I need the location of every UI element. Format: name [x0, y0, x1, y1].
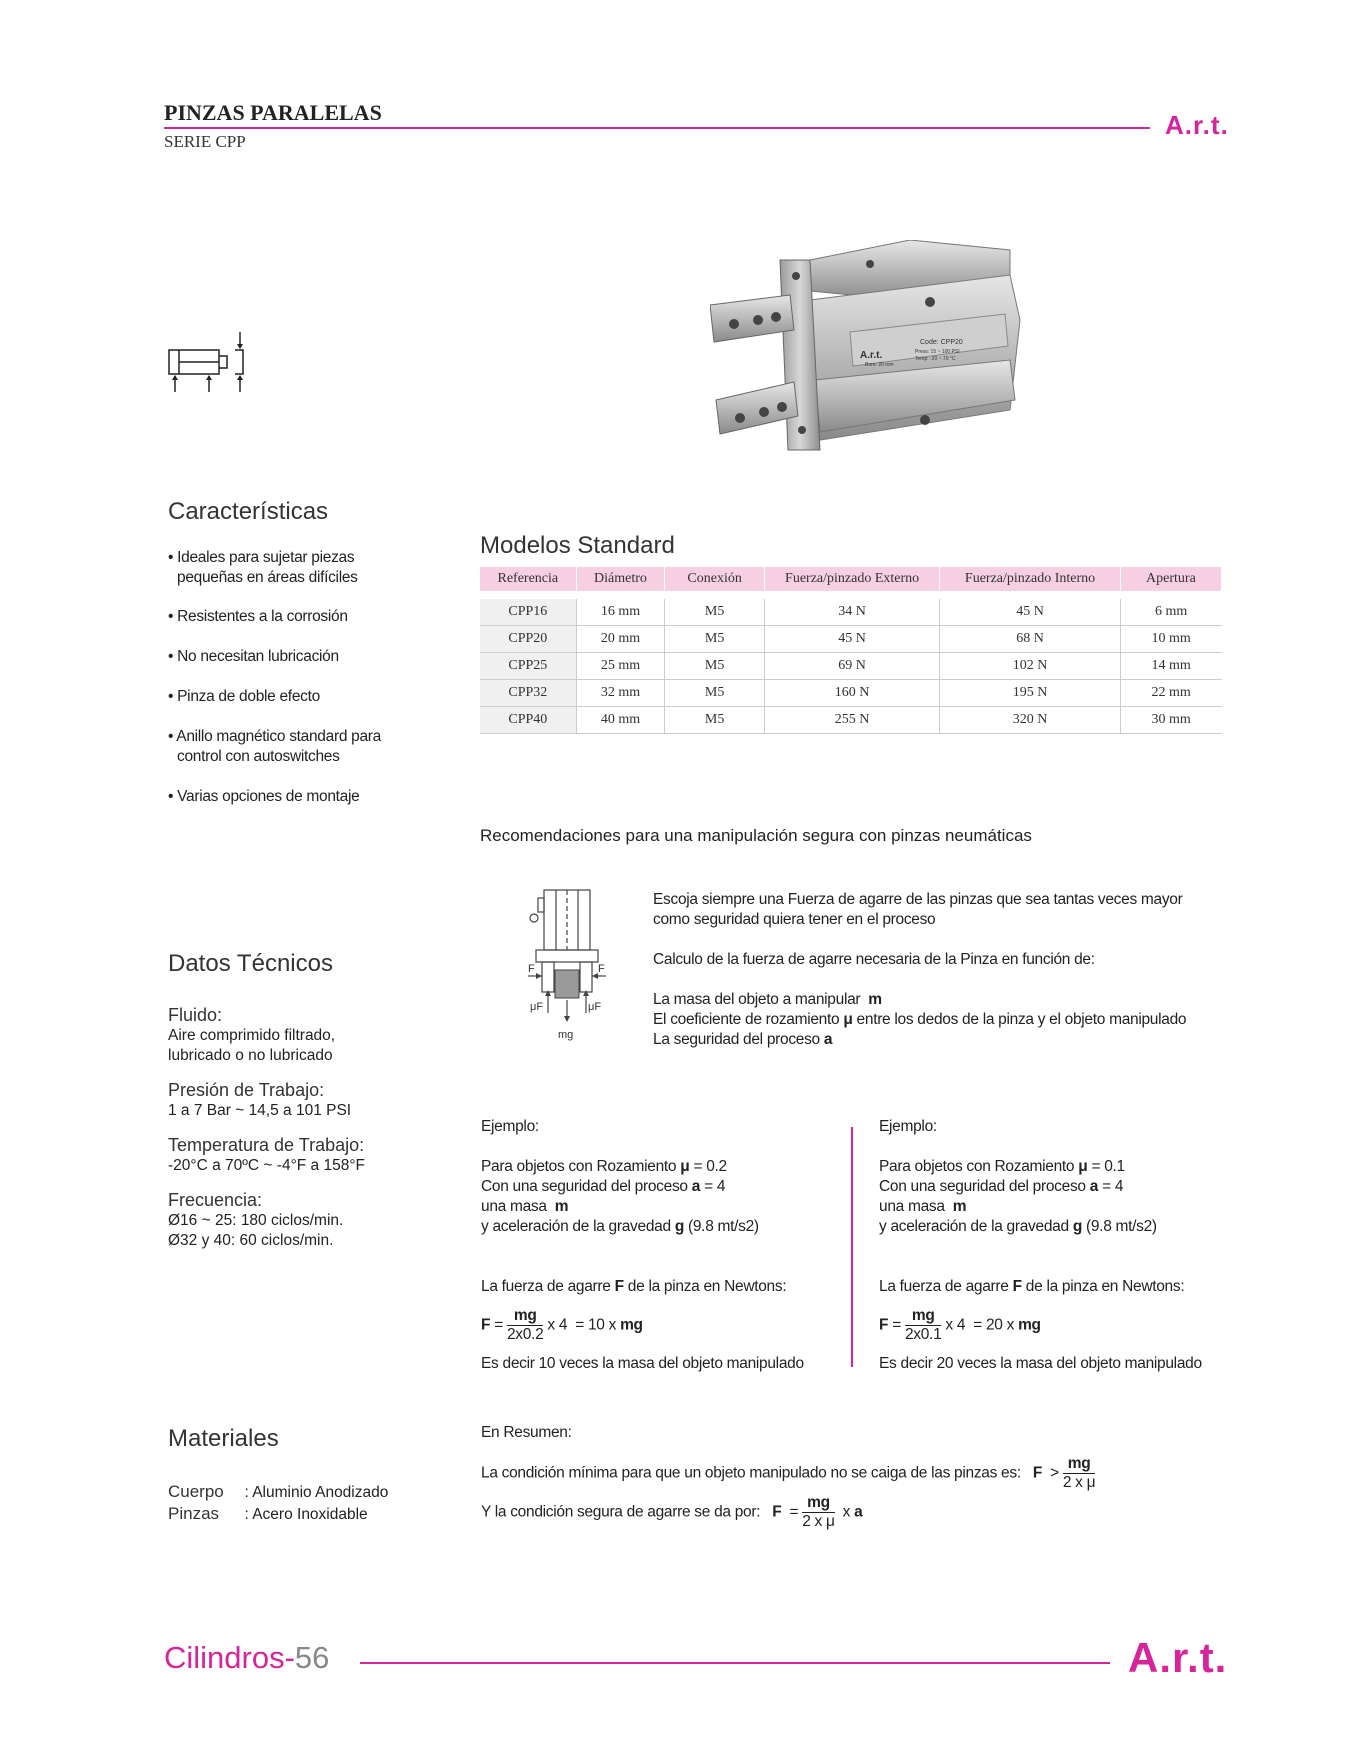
freq-label: Frecuencia: — [168, 1190, 263, 1210]
rec-var: a — [823, 1031, 833, 1048]
ejemplo-var: μ — [1078, 1158, 1088, 1175]
formula-fraction — [507, 1307, 543, 1344]
ejemplo-line — [879, 1157, 1239, 1177]
ejemplo-text: Con una seguridad del proceso — [879, 1178, 1086, 1195]
ejemplo-text: La fuerza de agarre — [879, 1278, 1009, 1295]
resumen — [481, 1423, 1241, 1531]
ejemplo-text: y aceleración de la gravedad — [481, 1218, 671, 1235]
fraction-den: 2x0.1 — [904, 1326, 942, 1343]
cell: M5 — [665, 707, 765, 734]
cell: 25 mm — [576, 653, 665, 680]
resumen-a: a — [854, 1503, 863, 1521]
cell: CPP40 — [480, 707, 576, 734]
materiales-value: : Aluminio Anodizado — [244, 1484, 389, 1501]
table-row — [480, 707, 1222, 734]
ejemplo-line — [879, 1197, 1239, 1217]
ejemplo-var: a — [691, 1178, 701, 1195]
ejemplo-text: (9.8 mt/s2) — [1086, 1218, 1157, 1235]
list-item-line: • Resistentes a la corrosión — [168, 608, 348, 625]
product-label-pressure: Press: 15 ~ 100 PSI — [915, 349, 960, 355]
ejemplo-text: = 4 — [1102, 1178, 1124, 1195]
cell: 160 N — [764, 680, 939, 707]
caracteristicas-list — [168, 548, 438, 807]
freq-value: Ø32 y 40: 60 ciclos/min. — [168, 1232, 334, 1249]
cell: 14 mm — [1120, 653, 1221, 680]
fraction-den: 2x0.2 — [506, 1326, 544, 1343]
materiales-label: Pinzas — [168, 1504, 220, 1523]
ejemplo-1 — [481, 1117, 841, 1374]
ejemplo-title: Ejemplo: — [879, 1118, 937, 1135]
cell: M5 — [665, 653, 765, 680]
ejemplo-divider — [851, 1127, 853, 1367]
ejemplo-text: Para objetos con Rozamiento — [481, 1158, 677, 1175]
list-item-line: • Pinza de doble efecto — [168, 688, 320, 705]
rec-var: μ — [843, 1011, 853, 1028]
fraction-num: mg — [802, 1494, 834, 1513]
rec-line — [653, 1010, 1233, 1030]
formula-eq: = — [892, 1316, 901, 1334]
caracteristicas-heading: Características — [168, 498, 329, 525]
ejemplo-text: de la pinza en Newtons: — [1025, 1278, 1185, 1295]
formula-f: F — [879, 1316, 889, 1334]
list-item — [168, 687, 438, 707]
list-item — [168, 727, 438, 767]
fraction-den: 2 x μ — [1062, 1474, 1096, 1491]
fluido-value: lubricado o no lubricado — [168, 1047, 333, 1064]
presion-label: Presión de Trabajo: — [168, 1080, 325, 1100]
formula-eq: = — [494, 1316, 503, 1334]
ejemplo-line — [481, 1157, 841, 1177]
resumen-mult: x — [842, 1503, 851, 1521]
resumen-title: En Resumen: — [481, 1424, 572, 1441]
resumen-op: = — [789, 1503, 799, 1521]
materiales-row — [168, 1504, 468, 1526]
cell: 69 N — [764, 653, 939, 680]
diagram-label-uf-right: μF — [588, 1001, 602, 1013]
presion-value: 1 a 7 Bar ~ 14,5 a 101 PSI — [168, 1102, 352, 1119]
ejemplo-text: y aceleración de la gravedad — [879, 1218, 1069, 1235]
rec-line: como seguridad quiera tener en el proceso — [653, 911, 936, 928]
formula-mult: x 4 — [945, 1316, 966, 1334]
rec-line — [653, 990, 1233, 1010]
rec-var: m — [868, 991, 882, 1008]
ejemplo-line — [481, 1217, 841, 1237]
cell: 102 N — [940, 653, 1121, 680]
ejemplo-title: Ejemplo: — [481, 1118, 539, 1135]
list-item-line: • Varias opciones de montaje — [168, 788, 360, 805]
resumen-f: F — [1032, 1464, 1043, 1482]
resumen-op: > — [1050, 1464, 1059, 1482]
col-referencia: Referencia — [480, 567, 576, 591]
resumen-fraction — [802, 1494, 834, 1531]
ejemplo-text: Para objetos con Rozamiento — [879, 1158, 1075, 1175]
recomendaciones-heading: Recomendaciones para una manipulación segura con pinzas neumáticas — [480, 826, 1032, 845]
materiales-row — [168, 1482, 468, 1504]
col-diametro: Diámetro — [576, 567, 665, 591]
product-label-brand: A.r.t. — [860, 350, 883, 361]
cell: 16 mm — [576, 599, 665, 626]
ejemplo-conclusion: Es decir 20 veces la masa del objeto manipulado — [879, 1355, 1202, 1372]
recomendaciones-text — [653, 890, 1233, 1050]
materiales-list — [168, 1482, 468, 1526]
gripper-force-diagram — [522, 888, 612, 1043]
product-label-bore: Bore: 20 mm — [865, 362, 894, 368]
cell: 22 mm — [1120, 680, 1221, 707]
col-apertura: Apertura — [1120, 567, 1221, 591]
footer-logo: A.r.t. — [1128, 1634, 1228, 1681]
formula-result: = 20 x — [973, 1316, 1015, 1334]
list-item — [168, 647, 438, 667]
product-label-temp: Temp: -20 ~ 70 °C — [915, 356, 956, 362]
parallel-gripper-photo — [710, 240, 1030, 480]
cell: M5 — [665, 599, 765, 626]
materiales-label: Cuerpo — [168, 1482, 224, 1501]
pneumatic-symbol-icon — [165, 330, 255, 396]
rec-text: La masa del objeto a manipular — [653, 991, 861, 1008]
cell: 195 N — [940, 680, 1121, 707]
modelos-heading: Modelos Standard — [480, 532, 675, 559]
cell: 20 mm — [576, 626, 665, 653]
col-fuerza-externo: Fuerza/pinzado Externo — [764, 567, 939, 591]
ejemplo-text: La fuerza de agarre — [481, 1278, 611, 1295]
ejemplo-var: F — [1012, 1278, 1022, 1295]
list-item-line: • Anillo magnético standard para — [168, 728, 381, 745]
resumen-text: La condición mínima para que un objeto manipulado no se caiga de las pinzas es: — [481, 1464, 1021, 1482]
ejemplo-text: una masa — [481, 1198, 547, 1215]
header-rule — [164, 127, 1150, 129]
fraction-den: 2 x μ — [802, 1513, 835, 1530]
resumen-text: Y la condición segura de agarre se da por: — [481, 1503, 761, 1521]
list-item — [168, 787, 438, 807]
resumen-f: F — [772, 1503, 782, 1521]
freq-value: Ø16 ~ 25: 180 ciclos/min. — [168, 1212, 344, 1229]
table-row — [480, 653, 1222, 680]
ejemplo-formula — [879, 1307, 1239, 1344]
resumen-line — [481, 1455, 1241, 1492]
resumen-line — [481, 1494, 1241, 1531]
cell: 255 N — [764, 707, 939, 734]
resumen-fraction — [1063, 1455, 1095, 1492]
cell: 34 N — [764, 599, 939, 626]
fluido-label: Fluido: — [168, 1005, 223, 1025]
footer-page-number: 56 — [294, 1640, 330, 1675]
ejemplo-formula — [481, 1307, 841, 1344]
page-title: PINZAS PARALELAS — [164, 100, 382, 125]
cell: 32 mm — [576, 680, 665, 707]
formula-result: = 10 x — [575, 1316, 617, 1334]
cell: 40 mm — [576, 707, 665, 734]
ejemplo-var: g — [674, 1218, 684, 1235]
ejemplo-line — [879, 1217, 1239, 1237]
page-subtitle: SERIE CPP — [164, 132, 246, 151]
ejemplo-text: de la pinza en Newtons: — [627, 1278, 787, 1295]
ejemplo-line — [481, 1177, 841, 1197]
cell: 45 N — [940, 599, 1121, 626]
cell: CPP32 — [480, 680, 576, 707]
temp-value: -20°C a 70ºC ~ -4°F a 158°F — [168, 1157, 365, 1174]
materiales-value: : Acero Inoxidable — [244, 1506, 368, 1523]
models-table — [480, 567, 1222, 734]
rec-line — [653, 1030, 1233, 1050]
diagram-label-mg: mg — [558, 1029, 574, 1041]
formula-f: F — [481, 1316, 491, 1334]
formula-result-var: mg — [1018, 1316, 1041, 1334]
materiales-heading: Materiales — [168, 1425, 279, 1452]
formula-mult: x 4 — [547, 1316, 568, 1334]
ejemplo-text: = 4 — [704, 1178, 726, 1195]
cell: 45 N — [764, 626, 939, 653]
table-row — [480, 626, 1222, 653]
header-logo: A.r.t. — [1165, 110, 1229, 140]
list-item — [168, 607, 438, 627]
ejemplo-line — [879, 1277, 1239, 1297]
diagram-label-uf-left: μF — [530, 1001, 544, 1013]
ejemplo-conclusion: Es decir 10 veces la masa del objeto manipulado — [481, 1355, 804, 1372]
ejemplo-var: g — [1072, 1218, 1082, 1235]
ejemplo-var: m — [952, 1198, 967, 1215]
footer-section — [164, 1640, 329, 1676]
list-item-line: • No necesitan lubricación — [168, 648, 339, 665]
cell: CPP25 — [480, 653, 576, 680]
ejemplo-text: una masa — [879, 1198, 945, 1215]
list-item-line: control con autoswitches — [177, 748, 340, 765]
ejemplo-line — [879, 1177, 1239, 1197]
ejemplo-text: = 0.1 — [1091, 1158, 1125, 1175]
fraction-num: mg — [905, 1307, 941, 1326]
col-conexion: Conexión — [665, 567, 765, 591]
ejemplo-var: F — [614, 1278, 624, 1295]
diagram-label-f-right: F — [598, 963, 605, 975]
formula-result-var: mg — [620, 1316, 643, 1334]
cell: 320 N — [940, 707, 1121, 734]
cell: M5 — [665, 626, 765, 653]
ejemplo-text: Con una seguridad del proceso — [481, 1178, 688, 1195]
footer-rule — [360, 1662, 1110, 1664]
col-fuerza-interno: Fuerza/pinzado Interno — [940, 567, 1121, 591]
temp-label: Temperatura de Trabajo: — [168, 1135, 365, 1155]
cell: CPP16 — [480, 599, 576, 626]
cell: 6 mm — [1120, 599, 1221, 626]
rec-text: El coeficiente de rozamiento — [653, 1011, 840, 1028]
cell: 10 mm — [1120, 626, 1221, 653]
table-row — [480, 680, 1222, 707]
ejemplo-var: a — [1089, 1178, 1099, 1195]
ejemplo-line — [481, 1277, 841, 1297]
cell: CPP20 — [480, 626, 576, 653]
list-item-line: pequeñas en áreas difíciles — [177, 569, 358, 586]
ejemplo-text: (9.8 mt/s2) — [688, 1218, 759, 1235]
rec-line: Escoja siempre una Fuerza de agarre de las pinzas que sea tantas veces mayor — [653, 891, 1183, 908]
table-row — [480, 599, 1222, 626]
datos-heading: Datos Técnicos — [168, 950, 333, 977]
cell: 30 mm — [1120, 707, 1221, 734]
ejemplo-line — [481, 1197, 841, 1217]
footer-section-label: Cilindros- — [164, 1640, 295, 1675]
rec-text: La seguridad del proceso — [653, 1031, 820, 1048]
ejemplo-text: = 0.2 — [693, 1158, 727, 1175]
datos-tecnicos — [168, 1005, 448, 1251]
list-item — [168, 548, 438, 588]
cell: M5 — [665, 680, 765, 707]
rec-text: entre los dedos de la pinza y el objeto manipulado — [856, 1011, 1187, 1028]
fluido-value: Aire comprimido filtrado, — [168, 1027, 336, 1044]
diagram-label-f-left: F — [528, 963, 535, 975]
ejemplo-var: m — [554, 1198, 569, 1215]
fraction-num: mg — [1063, 1455, 1095, 1474]
fraction-num: mg — [507, 1307, 543, 1326]
rec-line: Calculo de la fuerza de agarre necesaria de la Pinza en función de: — [653, 951, 1095, 968]
product-label-code: Code: CPP20 — [920, 339, 963, 346]
ejemplo-var: μ — [680, 1158, 690, 1175]
cell: 68 N — [940, 626, 1121, 653]
ejemplo-2 — [879, 1117, 1239, 1374]
formula-fraction — [905, 1307, 941, 1344]
list-item-line: • Ideales para sujetar piezas — [168, 549, 355, 566]
